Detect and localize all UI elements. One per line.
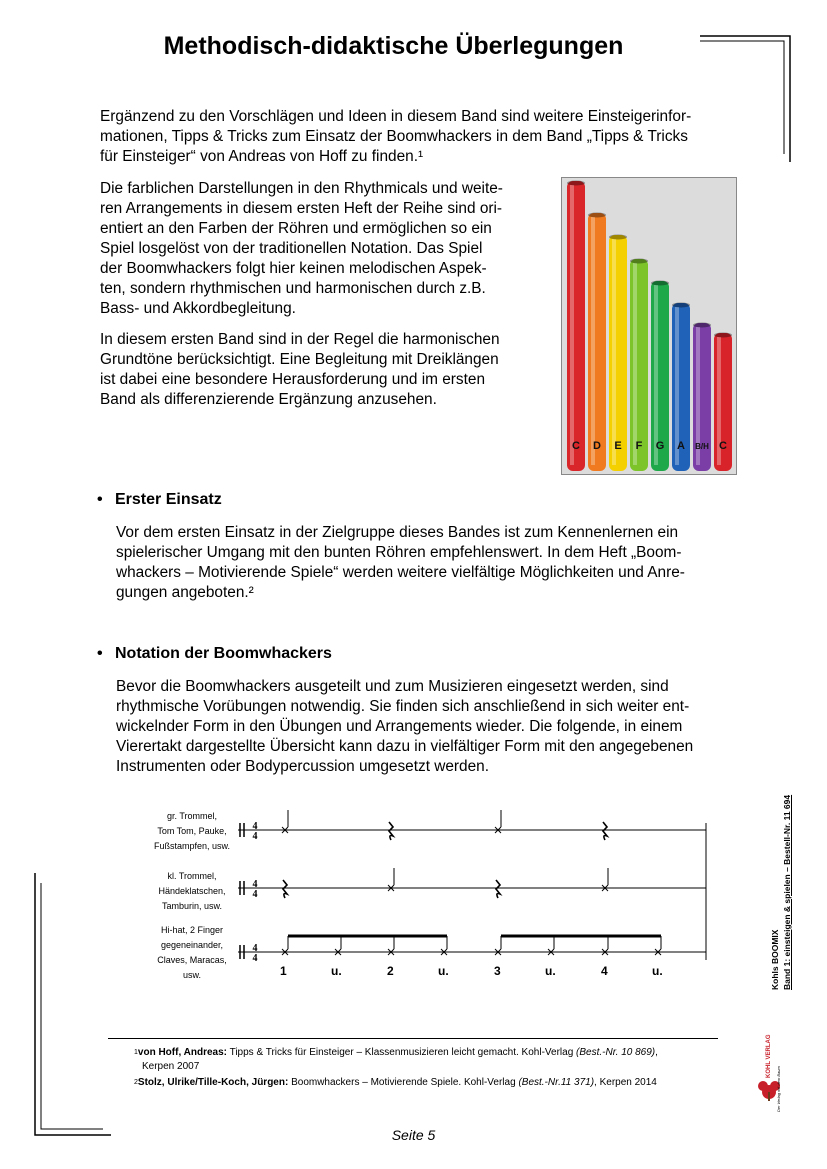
bullet-icon: • [97,645,103,662]
text-line: Die farblichen Darstellungen in den Rhythmicals und weite- [100,180,503,197]
text-line: Grundtöne berücksichtigt. Eine Begleitung mit Dreiklängen [100,351,499,368]
tube-cap [588,213,606,218]
text-line: ten, sondern rhythmischen und harmonischen durch z.B. [100,280,486,297]
footnote-order-number: (Best.-Nr.11 371) [518,1077,595,1088]
logo-text: KOHL VERLAG [766,1034,772,1078]
footnote-text: Boomwhackers – Motivierende Spiele. Kohl-Verlag [288,1077,519,1088]
bullet-icon: • [97,491,103,508]
count-label: 2 [387,964,394,978]
quarter-rest [389,822,393,840]
footnote-author: Stolz, Ulrike/Tille-Koch, Jürgen: [137,1077,289,1088]
tube-highlight [591,217,595,465]
section1-paragraph [116,523,746,603]
tube-note-label: A [677,440,685,452]
notation-row-label [142,869,242,914]
text-line: gungen angeboten.² [116,584,254,601]
label-line: gegeneinander, [160,940,224,950]
footnote-number: 1 [134,1049,138,1056]
notation-row-label [142,923,242,983]
tube [609,235,627,471]
tube-cap [609,235,627,240]
section-heading-notation [97,645,332,663]
text-line: Instrumenten oder Bodypercussion umgesetzt werden. [116,758,489,775]
text-line: spielerischer Umgang mit den bunten Röhren empfehlenswert. In dem Heft „Boom- [116,544,682,561]
count-label: 4 [601,964,608,978]
tube-note-label: G [655,440,665,452]
tube-highlight [633,263,637,465]
tube-cap [672,303,690,308]
text-line: Bass- und Akkordbegleitung. [100,300,296,317]
text-line: In diesem ersten Band sind in der Regel die harmonischen [100,331,500,348]
corner-frame-bottom-left [33,873,113,1138]
label-line: usw. [182,970,201,980]
tube-note-label: F [635,440,643,452]
tube-cap [630,259,648,264]
footnote-author: von Hoff, Andreas: [137,1047,227,1058]
label-line: Hi-hat, 2 Finger [160,925,224,935]
boomwhackers-tubes-image [561,177,737,475]
quarter-rest [283,880,287,898]
count-label: u. [331,964,342,978]
time-signature-bottom: 4 [252,953,258,964]
footnote-1 [134,1046,724,1074]
tube [567,181,585,471]
footnote-text: , Kerpen 2014 [594,1077,657,1088]
label-line: Fußstampfen, usw. [153,841,231,851]
text-line: Vor dem ersten Einsatz in der Zielgruppe dieses Bandes ist zum Kennenlernen ein [116,524,679,541]
text-line: wickelnder Form in den Übungen und Arrangements wieder. Die folgende, in einem [116,718,683,735]
notation-row-label [142,809,242,854]
text-line: Band als differenzierende Ergänzung anzusehen. [100,391,437,408]
footnote-text: Tipps & Tricks für Einsteiger – Klassenmusizieren leicht gemacht. Kohl-Verlag [226,1047,577,1058]
time-signature-top: 4 [252,821,258,832]
label-line: kl. Trommel, [167,871,217,881]
paragraph-color-notation [100,179,540,319]
label-line: Tom Tom, Pauke, [157,826,227,836]
text-line: Bevor die Boomwhackers ausgeteilt und zum Musizieren eingesetzt werden, sind [116,678,669,695]
time-signature-bottom: 4 [252,889,258,900]
tube-cap [567,181,585,186]
footnote-divider [108,1038,718,1039]
count-label: u. [652,964,663,978]
text-line: rhythmische Vorübungen notwendig. Sie finden sich anschließend in sich weiter ent- [116,698,690,715]
label-line: Claves, Maracas, [157,955,227,965]
time-signature-top: 4 [252,879,258,890]
count-label: u. [545,964,556,978]
section-heading-erster-einsatz [97,491,222,509]
side-band-info: Band 1: einsteigen & spielen – Bestell-Nr. 11 694 [782,794,792,990]
intro-line: mationen, Tipps & Tricks zum Einsatz der Boomwhackers in dem Band „Tipps & Tricks [100,128,688,145]
text-line: Vierertakt dargestellte Übersicht kann dazu in vielfältiger Form mit den angegebenen [116,738,694,755]
side-series-title: Kohls BOOMIX [770,929,780,990]
label-line: gr. Trommel, [166,811,217,821]
count-label: 1 [280,964,287,978]
page-number: Seite 5 [391,1127,436,1143]
intro-paragraph [100,107,740,167]
count-label: u. [438,964,449,978]
intro-line: Ergänzend zu den Vorschlägen und Ideen in diesem Band sind weitere Einsteigerinfor- [100,108,692,125]
text-line: Spiel losgelöst von der traditionellen Notation. Das Spiel [100,240,483,257]
label-line: Händeklatschen, [158,886,226,896]
tube-highlight [654,285,658,465]
footnote-order-number: (Best.-Nr. 10 869) [576,1047,656,1058]
tube-highlight [612,239,616,465]
footnote-text: , [655,1047,658,1058]
footnote-2 [134,1076,734,1090]
quarter-rest [496,880,500,898]
tube-note-label: D [593,440,601,452]
footnote-number: 2 [134,1079,138,1086]
text-line: der Boomwhackers folgt hier keinen melodischen Aspek- [100,260,487,277]
count-label: 3 [494,964,501,978]
time-signature-top: 4 [252,943,258,954]
tube-note-label: E [614,440,622,452]
text-line: ren Arrangements in diesem ersten Heft der Reihe sind ori- [100,200,503,217]
text-line: whackers – Motivierende Spiele“ werden weitere vielfältige Möglichkeiten und Anre- [116,564,685,581]
label-line: Tamburin, usw. [161,901,223,911]
rhythm-notation-staff [236,805,716,990]
paragraph-harmonic [100,330,540,410]
page-title: Methodisch-didaktische Überlegungen [163,32,624,60]
section2-paragraph [116,677,756,777]
tube [588,213,606,471]
tube-highlight [570,185,574,465]
logo-slogan: Der Verlag mit dem Baum [776,1066,781,1112]
tube-note-label: C [572,440,580,452]
text-line: entiert an den Farben der Röhren und ermöglichen so ein [100,220,492,237]
tube-cap [651,281,669,286]
tube-note-label: B/H [695,442,709,451]
tube-note-label: C [719,440,727,452]
footnote-text: Kerpen 2007 [142,1061,200,1072]
text-line: ist dabei eine besondere Herausforderung und im ersten [100,371,486,388]
intro-line: für Einsteiger“ von Andreas von Hoff zu finden.¹ [100,148,424,165]
quarter-rest [603,822,607,840]
tube-cap [714,333,732,338]
tube-cap [693,323,711,328]
time-signature-bottom: 4 [252,831,258,842]
heading-text: Notation der Boomwhackers [115,645,332,662]
heading-text: Erster Einsatz [115,491,222,508]
